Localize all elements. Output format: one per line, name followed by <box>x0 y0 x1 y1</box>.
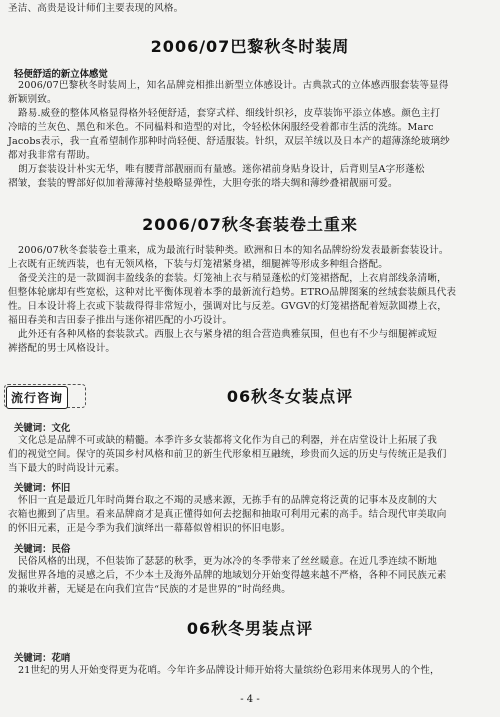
section-title-suits: 2006/07秋冬套装卷土重来 <box>142 215 358 234</box>
paragraph-line: 新颖别致。 <box>8 94 57 105</box>
paragraph-line: 福田春美和吉田泰子推出与迷你裙匹配的小巧设计。 <box>8 315 233 326</box>
paragraph-line: 2006/07巴黎秋冬时装周上，知名品牌竞相推出新型立体感设计。古典款式的立体感西服套装等显得 <box>18 80 449 91</box>
paragraph-line: 怀旧一直是最近几年时尚舞台取之不竭的灵感来源，无拣手有的品牌竞将泛黄的记事本及皮制的大 <box>18 495 437 506</box>
paragraph-line: 冷暗的兰灰色、黑色和米色。不同榀料和造型的对比，令轻松休闲服经受着都市生活的洗练。Marc <box>8 122 434 133</box>
keyword-flashy: 关键词：花哨 <box>14 653 71 664</box>
paragraph-line: 当下最大的时尚设计元素。 <box>8 463 125 474</box>
paragraph-line: 发掘世界各地的灵感之后，不少本土及海外品牌的地域划分开始变得越来越不严格，各种不同民族元素 <box>8 570 447 581</box>
paragraph-line: 文化总是品牌不可或缺的精髓。本季许多女装都将文化作为自己的利器，并在店堂设计上拓展了我 <box>18 435 437 446</box>
keyword-nostalgia: 关键词：怀旧 <box>14 483 71 494</box>
paragraph-line: 21世纪的男人开始变得更为花哨。今年许多品牌设计师开始将大量缤纷色彩用来体现男人的个性， <box>18 665 440 676</box>
section-title-paris: 2006/07巴黎秋冬时装周 <box>150 37 350 56</box>
consult-badge: 流行咨询 <box>6 386 68 409</box>
page-number: - 4 - <box>240 694 260 705</box>
keyword-culture: 关键词：文化 <box>14 423 71 434</box>
paragraph-line: 褶皱，套装的臀部好似加着薄薄衬垫般略显弹性，大胆夸张的塔夫绸和薄纱叠裙靓丽可爱。 <box>8 178 398 189</box>
intro-line: 圣洁、高贵是设计师们主要表现的风格。 <box>8 3 184 14</box>
section-title-womens: 06秋冬女装点评 <box>226 387 354 406</box>
paragraph-line: 但整体轮廓却有些宽松，这种对比平衡体现着本季的最新流行趋势。ETRO品牌图案的丝绒套装颇具代表 <box>8 287 457 298</box>
paragraph-line: 裤搭配的男士风格设计。 <box>8 343 116 354</box>
paragraph-line: 们的视觉空间。保守的英国乡村风格和前卫的新生代形象相互融统，珍贵而久远的历史与传统正是我们 <box>8 449 447 460</box>
paragraph-line: 衣箱也搬到了店里。看来品牌商才是真正懂得如何去挖掘和抽取可利用元素的高手。结合现代审美取向 <box>8 509 447 520</box>
paragraph-line: 性。日本设计将上衣或下装裁得得非常短小，强调对比与反差。GVGV的灯笼裙搭配着短款圆襟上衣， <box>8 301 448 312</box>
paragraph-line: 的兼收并蓄，无疑是在向我们宣告“民族的才是世界的”时尚经典。 <box>8 584 291 595</box>
paragraph-line: 都对我非常有帮助。 <box>8 150 96 161</box>
section-title-mens: 06秋冬男装点评 <box>186 619 314 638</box>
paragraph-line: 的怀旧元素，正是今季为我们演绎出一幕幕似曾相识的怀旧电影。 <box>8 523 291 534</box>
paragraph-line: 上衣既有正统西装，也有无领风格，下装与灯笼裙紧身裙，细腿裤等形成多种组合搭配。 <box>8 259 389 270</box>
paragraph-line: 备受关注的是一款圆润丰盈线条的套装。灯笼袖上衣与稍显蓬松的灯笼裙搭配，上衣肩部线条清晰， <box>18 273 447 284</box>
section-subtitle-paris: 轻便舒适的新立体感觉 <box>14 69 108 80</box>
keyword-folk: 关键词：民俗 <box>14 544 71 555</box>
paragraph-line: 2006/07秋冬套装卷土重来，成为最流行时装种类。欧洲和日本的知名品牌纷纷发表最新套装设计。 <box>18 245 449 256</box>
paragraph-line: 路易.威登的整体风格显得格外轻便舒适，套穿式样、细线针织衫，皮草装饰平添立体感。颜色主打 <box>18 108 441 119</box>
paragraph-line: Jacobs表示，我一直希望制作那种时尚轻便、舒适服装。针织，双层羊绒以及日本产的超薄涤纶玻璃纱 <box>8 136 450 147</box>
paragraph-line: 民俗风格的出现，不但装饰了瑟瑟的秋季，更为冰冷的冬季带来了丝丝暖意。在近几季连续不断地 <box>18 556 437 567</box>
paragraph-line: 朗万套装设计朴实无华，唯有腰背部靓丽而有量感。迷你裙前身贴身设计，后背则呈A字形蓬松 <box>18 164 425 175</box>
paragraph-line: 此外还有各种风格的套装款式。西服上衣与紧身裙的组合营造典雅氛围，但也有不少与细腿裤或短 <box>18 329 437 340</box>
